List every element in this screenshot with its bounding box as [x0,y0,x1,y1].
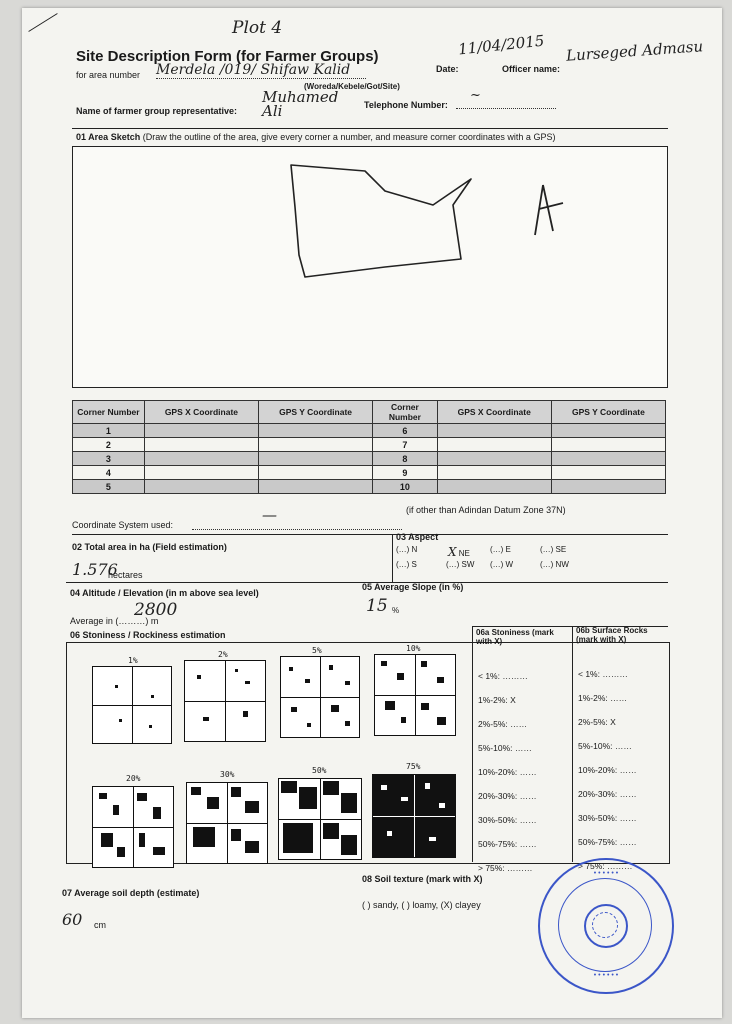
section01-title: 01 Area Sketch [76,132,141,142]
section05-title: 05 Average Slope (in %) [362,582,464,592]
section06-title: 06 Stoniness / Rockiness estimation [70,630,226,640]
area-sketch-drawing [73,147,667,387]
table-row [73,466,666,480]
gps-cell[interactable] [551,438,665,452]
col-gps-y: GPS Y Coordinate [259,401,373,424]
pct-30: 30% [220,770,235,779]
soil-depth-unit: cm [94,920,106,930]
officer-label: Officer name: [502,64,561,74]
date-label: Date: [436,64,459,74]
aspect-e[interactable]: (…) E [490,545,511,554]
gps-cell[interactable] [551,452,665,466]
rocks-option[interactable]: 2%-5%: X [578,717,616,727]
pct-1: 1% [128,656,138,665]
pct-5: 5% [312,646,322,655]
area-number-line [156,78,366,79]
gps-cell[interactable] [144,438,258,452]
soil-texture-options[interactable]: ( ) sandy, ( ) loamy, (X) clayey [362,900,481,910]
section02-title: 02 Total area in ha (Field estimation) [72,542,227,552]
col-gps-x-2: GPS X Coordinate [437,401,551,424]
stoniness-option[interactable]: 50%-75%: …… [478,839,537,849]
rocks-options [578,662,637,878]
corner-number: 4 [73,466,145,480]
gps-cell[interactable] [259,438,373,452]
pct-10: 10% [406,644,421,653]
corner-number: 2 [73,438,145,452]
gps-cell[interactable] [144,466,258,480]
phone-label: Telephone Number: [364,100,448,110]
aspect-ne-mark: X [448,545,457,559]
coord-system-suffix: (if other than Adindan Datum Zone 37N) [406,505,566,515]
coord-system-label: Coordinate System used: [72,520,174,530]
rocks-title: 06b Surface Rocks (mark with X) [576,626,648,644]
corner-number: 10 [373,480,438,494]
date-value[interactable]: 11/04/2015 [457,31,546,59]
section01-subtitle: (Draw the outline of the area, give every corner a number, and measure corner coordinates with a GPS) [142,132,556,142]
total-area-value[interactable]: 1.576 [72,560,118,579]
rocks-option[interactable]: 10%-20%: …… [578,765,637,775]
stone-grid-10pct [374,654,456,736]
gps-cell[interactable] [437,466,551,480]
stoniness-title: 06a Stoniness (mark with X) [476,628,554,646]
section04-title: 04 Altitude / Elevation (in m above sea level) [70,588,259,598]
gps-cell[interactable] [551,480,665,494]
corner-number: 5 [73,480,145,494]
officer-value[interactable]: Lurseged Admasu [565,37,704,65]
col-corner-number-2: Corner Number [373,401,438,424]
aspect-n[interactable]: (…) N [396,545,418,554]
rocks-option[interactable]: 20%-30%: …… [578,789,637,799]
stone-grid-20pct [92,786,174,868]
rocks-option[interactable]: 50%-75%: …… [578,837,637,847]
aspect-ne[interactable] [448,545,470,559]
official-stamp: • • • • • • • • • • • • [538,858,674,994]
corner-number: 1 [73,424,145,438]
stoniness-option[interactable]: 5%-10%: …… [478,743,532,753]
aspect-nw[interactable]: (…) NW [540,560,569,569]
section03-title: 03 Aspect [396,532,439,542]
gps-cell[interactable] [144,480,258,494]
corner-number: 8 [373,452,438,466]
stoniness-options [478,664,537,880]
pct-20: 20% [126,774,141,783]
gps-cell[interactable] [259,466,373,480]
gps-cell[interactable] [551,466,665,480]
gps-cell[interactable] [259,480,373,494]
gps-cell[interactable] [259,424,373,438]
stoniness-option[interactable]: > 75%: ……… [478,863,533,873]
corner-number: 6 [373,424,438,438]
area-number-label: for area number [76,70,141,80]
gps-cell[interactable] [437,480,551,494]
stoniness-option[interactable]: < 1%: ……… [478,671,528,681]
phone-value[interactable]: ~ [470,88,481,103]
rep-value[interactable]: Muhamed Ali [262,88,339,120]
pct-2: 2% [218,650,228,659]
stoniness-option[interactable]: 2%-5%: …… [478,719,528,729]
stone-grid-50pct [278,778,362,860]
pct-50: 50% [312,766,327,775]
stone-grid-2pct [184,660,266,742]
coord-system-value[interactable]: — [262,506,277,524]
area-number-value[interactable]: Merdela /019/ Shifaw Kalid [156,62,351,78]
area-sketch-box[interactable] [72,146,668,388]
area-subtitle: (Woreda/Kebele/Got/Site) [304,82,400,91]
col-corner-number: Corner Number [73,401,145,424]
gps-table [72,400,666,494]
gps-cell[interactable] [551,424,665,438]
table-row [73,452,666,466]
plot-label: Plot 4 [232,18,283,38]
corner-number: 9 [373,466,438,480]
coord-system-line [192,529,402,530]
soil-depth-value[interactable]: 60 [62,910,83,929]
altitude-label: Average in (………) m [70,616,159,626]
stoniness-option[interactable]: 10%-20%: …… [478,767,537,777]
gps-cell[interactable] [437,452,551,466]
gps-cell[interactable] [259,452,373,466]
total-area-unit: hectares [108,570,143,580]
stone-grid-75pct [372,774,456,858]
stoniness-option[interactable]: 1%-2%: X [478,695,516,705]
aspect-s[interactable]: (…) S [396,560,417,569]
rocks-option[interactable]: 5%-10%: …… [578,741,632,751]
stone-grid-1pct [92,666,172,744]
phone-line [456,108,556,109]
table-row [73,424,666,438]
section07-title: 07 Average soil depth (estimate) [62,888,200,898]
stoniness-option[interactable]: 30%-50%: …… [478,815,537,825]
gps-cell[interactable] [144,452,258,466]
rocks-option[interactable]: 30%-50%: …… [578,813,637,823]
gps-cell[interactable] [437,438,551,452]
corner-number: 3 [73,452,145,466]
stoniness-option[interactable]: 20%-30%: …… [478,791,537,801]
form-title: Site Description Form (for Farmer Groups) [76,48,379,65]
aspect-ne-label: NE [458,549,470,558]
rocks-option[interactable]: 1%-2%: …… [578,693,628,703]
section08-title: 08 Soil texture (mark with X) [362,874,483,884]
col-gps-x: GPS X Coordinate [144,401,258,424]
pct-75: 75% [406,762,421,771]
rep-label: Name of farmer group representative: [76,106,238,116]
rocks-option[interactable]: > 75%: ……… [578,861,633,871]
gps-cell[interactable] [144,424,258,438]
stone-grid-5pct [280,656,360,738]
col-gps-y-2: GPS Y Coordinate [551,401,665,424]
altitude-value[interactable]: 2800 [134,600,178,620]
aspect-sw[interactable]: (…) SW [446,560,475,569]
table-row [73,438,666,452]
stone-grid-30pct [186,782,268,864]
aspect-se[interactable]: (…) SE [540,545,567,554]
slope-unit: % [392,606,400,615]
gps-cell[interactable] [437,424,551,438]
section01-label [76,132,555,142]
slope-value[interactable]: 15 [366,596,388,616]
corner-number: 7 [373,438,438,452]
rocks-option[interactable]: < 1%: ……… [578,669,628,679]
aspect-w[interactable]: (…) W [490,560,514,569]
table-row [73,480,666,494]
